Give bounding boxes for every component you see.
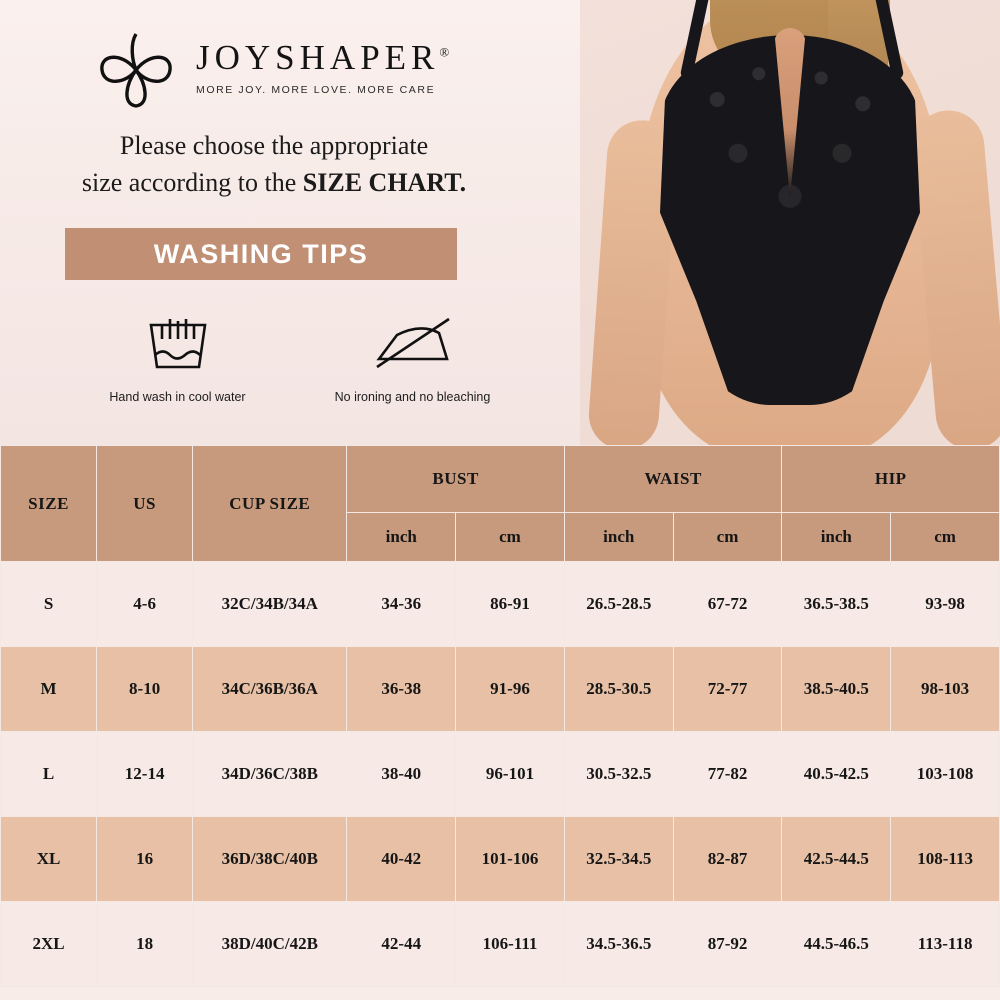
cell-us: 8-10 xyxy=(97,647,193,732)
care-item-hand-wash xyxy=(73,305,283,404)
cell-cup: 32C/34B/34A xyxy=(193,562,347,647)
header-waist-cm: cm xyxy=(673,513,782,562)
cell-bust-cm: 101-106 xyxy=(456,817,565,902)
brand-name: JOYSHAPER xyxy=(196,38,440,77)
cell-waist-inch: 28.5-30.5 xyxy=(564,647,673,732)
care-instructions xyxy=(60,305,530,404)
product-photo xyxy=(580,0,1000,460)
cell-hip-inch: 42.5-44.5 xyxy=(782,817,891,902)
cell-bust-inch: 38-40 xyxy=(347,732,456,817)
header-bust-cm: cm xyxy=(456,513,565,562)
table-body xyxy=(1,562,1000,987)
cell-waist-cm: 72-77 xyxy=(673,647,782,732)
cell-size: XL xyxy=(1,817,97,902)
cell-hip-inch: 36.5-38.5 xyxy=(782,562,891,647)
table-row xyxy=(1,817,1000,902)
header-hip-cm: cm xyxy=(891,513,1000,562)
cell-bust-inch: 40-42 xyxy=(347,817,456,902)
brand-tagline: MORE JOY. MORE LOVE. MORE CARE xyxy=(196,84,436,96)
hand-wash-icon xyxy=(139,305,217,380)
cell-size: L xyxy=(1,732,97,817)
cell-waist-cm: 82-87 xyxy=(673,817,782,902)
table-header-row-main xyxy=(1,446,1000,513)
cell-waist-cm: 87-92 xyxy=(673,902,782,987)
cell-hip-inch: 38.5-40.5 xyxy=(782,647,891,732)
size-chart-table xyxy=(0,445,1000,987)
hand-wash-caption: Hand wash in cool water xyxy=(109,390,246,404)
cell-bust-cm: 86-91 xyxy=(456,562,565,647)
header-section xyxy=(0,0,1000,445)
cell-us: 16 xyxy=(97,817,193,902)
care-item-no-iron xyxy=(308,305,518,404)
table-header xyxy=(1,446,1000,562)
header-bust-inch: inch xyxy=(347,513,456,562)
cell-bust-cm: 91-96 xyxy=(456,647,565,732)
cell-waist-cm: 77-82 xyxy=(673,732,782,817)
header-size: SIZE xyxy=(1,446,97,562)
header-us: US xyxy=(97,446,193,562)
cell-cup: 34D/36C/38B xyxy=(193,732,347,817)
header-hip: HIP xyxy=(782,446,1000,513)
table-row xyxy=(1,647,1000,732)
header-cup-size: CUP SIZE xyxy=(193,446,347,562)
table-row xyxy=(1,732,1000,817)
headline-line-1: Please choose the appropriate xyxy=(119,131,429,160)
header-waist-inch: inch xyxy=(564,513,673,562)
cell-size: S xyxy=(1,562,97,647)
cell-hip-inch: 40.5-42.5 xyxy=(782,732,891,817)
cell-hip-cm: 113-118 xyxy=(891,902,1000,987)
page-title xyxy=(64,128,484,202)
cell-waist-inch: 32.5-34.5 xyxy=(564,817,673,902)
washing-tips-banner xyxy=(65,228,457,280)
cell-bust-inch: 42-44 xyxy=(347,902,456,987)
no-iron-no-bleach-icon xyxy=(369,305,457,380)
cell-bust-inch: 34-36 xyxy=(347,562,456,647)
brand-logo xyxy=(92,26,454,110)
cell-size: M xyxy=(1,647,97,732)
headline-emphasis: SIZE CHART. xyxy=(302,167,467,197)
cell-us: 12-14 xyxy=(97,732,193,817)
cell-hip-inch: 44.5-46.5 xyxy=(782,902,891,987)
cell-us: 18 xyxy=(97,902,193,987)
cell-cup: 34C/36B/36A xyxy=(193,647,347,732)
no-iron-caption: No ironing and no bleaching xyxy=(334,390,491,404)
butterfly-loop-logo-icon xyxy=(92,26,180,110)
cell-bust-cm: 106-111 xyxy=(456,902,565,987)
table-row xyxy=(1,902,1000,987)
cell-waist-inch: 34.5-36.5 xyxy=(564,902,673,987)
cell-hip-cm: 93-98 xyxy=(891,562,1000,647)
cell-cup: 36D/38C/40B xyxy=(193,817,347,902)
header-bust: BUST xyxy=(347,446,565,513)
headline-line-2 xyxy=(64,165,484,202)
cell-bust-cm: 96-101 xyxy=(456,732,565,817)
cell-bust-inch: 36-38 xyxy=(347,647,456,732)
cell-waist-inch: 30.5-32.5 xyxy=(564,732,673,817)
cell-cup: 38D/40C/42B xyxy=(193,902,347,987)
table-row xyxy=(1,562,1000,647)
cell-hip-cm: 98-103 xyxy=(891,647,1000,732)
brand-text xyxy=(196,40,454,96)
headline-line-2-prefix: size according to the xyxy=(81,167,303,197)
header-waist: WAIST xyxy=(564,446,782,513)
header-hip-inch: inch xyxy=(782,513,891,562)
cell-us: 4-6 xyxy=(97,562,193,647)
washing-tips-label: WASHING TIPS xyxy=(153,238,369,269)
cell-waist-inch: 26.5-28.5 xyxy=(564,562,673,647)
cell-size: 2XL xyxy=(1,902,97,987)
cell-waist-cm: 67-72 xyxy=(673,562,782,647)
registered-mark: ® xyxy=(439,44,455,60)
cell-hip-cm: 108-113 xyxy=(891,817,1000,902)
cell-hip-cm: 103-108 xyxy=(891,732,1000,817)
